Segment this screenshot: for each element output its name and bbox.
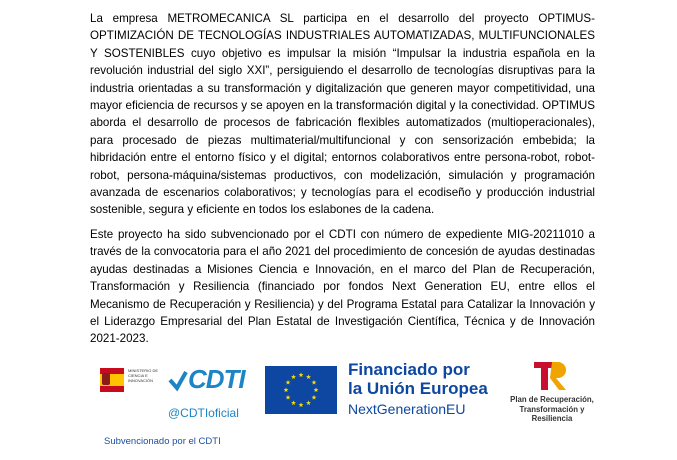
plan-line1: Plan de Recuperación, bbox=[510, 395, 594, 404]
funding-statement: Este proyecto ha sido subvencionado por el CDTI con número de expediente MIG-20211010 a través de la convocatoria para el año 2021 del procedimiento de concesión de ayudas destinadas ayudas destinadas a Misiones Ciencia e Innovación, en el marco del Plan de Recuperación, Transformación y Resiliencia (financiado por fondos Next Generation EU, entre ellos el Mecanismo de Recuperación y Resiliencia) y del Programa Estatal para Catalizar la Innovación y el Liderazgo Empresarial del Plan Estatal de Investigación Científica, Técnica y de Innovación 2021-2023. bbox=[90, 228, 595, 346]
plan-line3: Resiliencia bbox=[531, 414, 573, 423]
plan-line2: Transformación y bbox=[519, 404, 585, 414]
ministry-text: MINISTERIO DE CIENCIA E INNOVACIÓN bbox=[128, 368, 159, 383]
coat-of-arms-icon bbox=[102, 373, 110, 385]
cdti-logo bbox=[98, 366, 248, 426]
logo-row bbox=[0, 360, 677, 460]
project-description: La empresa METROMECANICA SL participa en el desarrollo del proyecto OPTIMUS-OPTIMIZACIÓN DE TECNOLOGÍAS INDUSTRIALES AUTOMATIZADAS, MULTIFUNCIONALES Y SOSTENIBLES cuyo objetivo es impulsar la misión “Impulsar la industria española en la revolución industrial del siglo XXI”, persiguiendo el desarrollo de tecnologías disruptivas para la industria orientadas a su transformación y digitalización que generen mayor competitividad, una mayor eficiencia de recursos y se apoyen en la transformación digital y la conectividad. OPTIMUS aborda el desarrollo de procesos de fabricación flexibles automatizados (multioperacionales), para procesado de piezas multimaterial/multifuncional y con sensorización embebida; la hibridación entre el entorno físico y el digital; entornos colaborativos entre persona-robot, robot-robot, persona-máquina/sistemas productivos, con modelización, simulación y programación avanzada de escenarios colaborativos; y tecnologías para el ecodiseño y producción industrial sostenible, segura y eficiente en todos los eslabones de la cadena. bbox=[90, 12, 595, 217]
next-generation-eu: NextGenerationEU bbox=[348, 401, 466, 417]
eu-flag-icon bbox=[265, 366, 337, 414]
recovery-plan-text bbox=[500, 395, 604, 424]
recovery-plan-icon bbox=[530, 360, 570, 392]
cdti-handle: @CDTIoficial bbox=[168, 406, 239, 420]
eu-funding-line1: Financiado por bbox=[348, 360, 470, 379]
subvencionado-caption: Subvencionado por el CDTI bbox=[104, 436, 221, 447]
cdti-check-icon bbox=[168, 366, 188, 398]
eu-funding-line2: la Unión Europea bbox=[348, 379, 488, 398]
cdti-wordmark: CDTI bbox=[188, 364, 245, 394]
